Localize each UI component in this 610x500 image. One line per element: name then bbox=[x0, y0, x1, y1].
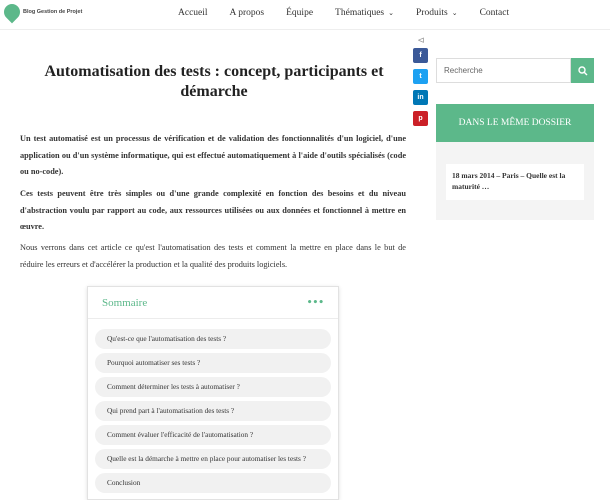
chevron-down-icon: ⌄ bbox=[388, 9, 394, 17]
toc-header[interactable] bbox=[88, 287, 338, 319]
nav-equipe[interactable] bbox=[286, 8, 313, 18]
table-of-contents bbox=[87, 286, 339, 500]
pinterest-icon: p bbox=[418, 115, 423, 122]
search-input[interactable] bbox=[436, 58, 571, 83]
facebook-share-button[interactable] bbox=[413, 48, 428, 63]
nav-label: Accueil bbox=[178, 8, 208, 18]
toc-item[interactable]: Qui prend part à l'automatisation des tests ? bbox=[95, 401, 331, 421]
toc-list bbox=[88, 319, 338, 493]
linkedin-icon: in bbox=[417, 94, 424, 101]
nav-label: A propos bbox=[229, 8, 265, 18]
nav-label: Contact bbox=[479, 8, 510, 18]
article-third-paragraph: Nous verrons dans cet article ce qu'est l'automatisation des tests et comment la mettre en place dans le but de réduire les erreurs et d'accélérer la production et la qualité des produits logiciels. bbox=[20, 243, 406, 269]
article-title: Automatisation des tests : concept, participants et démarche bbox=[44, 63, 384, 100]
facebook-icon: f bbox=[419, 52, 422, 59]
article-second-paragraph: Ces tests peuvent être très simples ou d'une grande complexité en fonction des besoins et du niveau d'abstraction voulu par rapport au code, aux ressources utilisées ou aux données et fonctionnel à mettre en œuvre. bbox=[20, 189, 406, 231]
nav-a-propos[interactable] bbox=[230, 8, 265, 18]
nav-label: Produits bbox=[416, 8, 448, 18]
search-icon bbox=[578, 66, 588, 76]
nav-produits[interactable] bbox=[416, 8, 458, 18]
toc-title: Sommaire bbox=[102, 296, 148, 309]
main-nav bbox=[178, 8, 531, 18]
nav-thematiques[interactable] bbox=[335, 8, 394, 18]
toc-item[interactable]: Qu'est-ce que l'automatisation des tests ? bbox=[95, 329, 331, 349]
twitter-share-button[interactable] bbox=[413, 69, 428, 84]
toc-item[interactable]: Pourquoi automatiser ses tests ? bbox=[95, 353, 331, 373]
leaf-logo-icon bbox=[1, 1, 24, 24]
toc-toggle-icon[interactable]: ••• bbox=[306, 297, 324, 308]
toc-item[interactable]: Comment déterminer les tests à automatiser ? bbox=[95, 377, 331, 397]
share-bar bbox=[413, 36, 429, 132]
search-button[interactable] bbox=[571, 58, 594, 83]
nav-contact[interactable] bbox=[480, 8, 510, 18]
widget-title: DANS LE MÊME DOSSIER bbox=[436, 104, 594, 142]
search-form bbox=[436, 58, 594, 83]
pinterest-share-button[interactable] bbox=[413, 111, 428, 126]
chevron-down-icon: ⌄ bbox=[451, 9, 458, 17]
nav-label: Thématiques bbox=[335, 8, 385, 18]
site-logo[interactable] bbox=[4, 4, 82, 20]
related-posts-widget bbox=[436, 104, 594, 220]
linkedin-share-button[interactable] bbox=[413, 90, 428, 105]
twitter-icon: t bbox=[419, 73, 422, 80]
share-icon: ⊲ bbox=[417, 36, 425, 46]
toc-item[interactable]: Quelle est la démarche à mettre en place pour automatiser les tests ? bbox=[95, 449, 331, 469]
toc-item[interactable]: Comment évaluer l'efficacité de l'automatisation ? bbox=[95, 425, 331, 445]
nav-accueil[interactable] bbox=[178, 8, 208, 18]
logo-text: Blog Gestion de Projet bbox=[23, 8, 83, 15]
related-post-link[interactable]: 18 mars 2014 – Paris – Quelle est la maturité … bbox=[446, 164, 584, 200]
site-header bbox=[0, 0, 610, 30]
article-intro-paragraph: Un test automatisé est un processus de vérification et de validation des fonctionnalités d'un logiciel, d'une application ou d'un système informatique, qui est effectué automatiquement à l'aide d'outils spécialisés (code ou no-code). bbox=[20, 134, 406, 176]
toc-item[interactable]: Conclusion bbox=[95, 473, 331, 493]
nav-label: Équipe bbox=[286, 8, 314, 18]
